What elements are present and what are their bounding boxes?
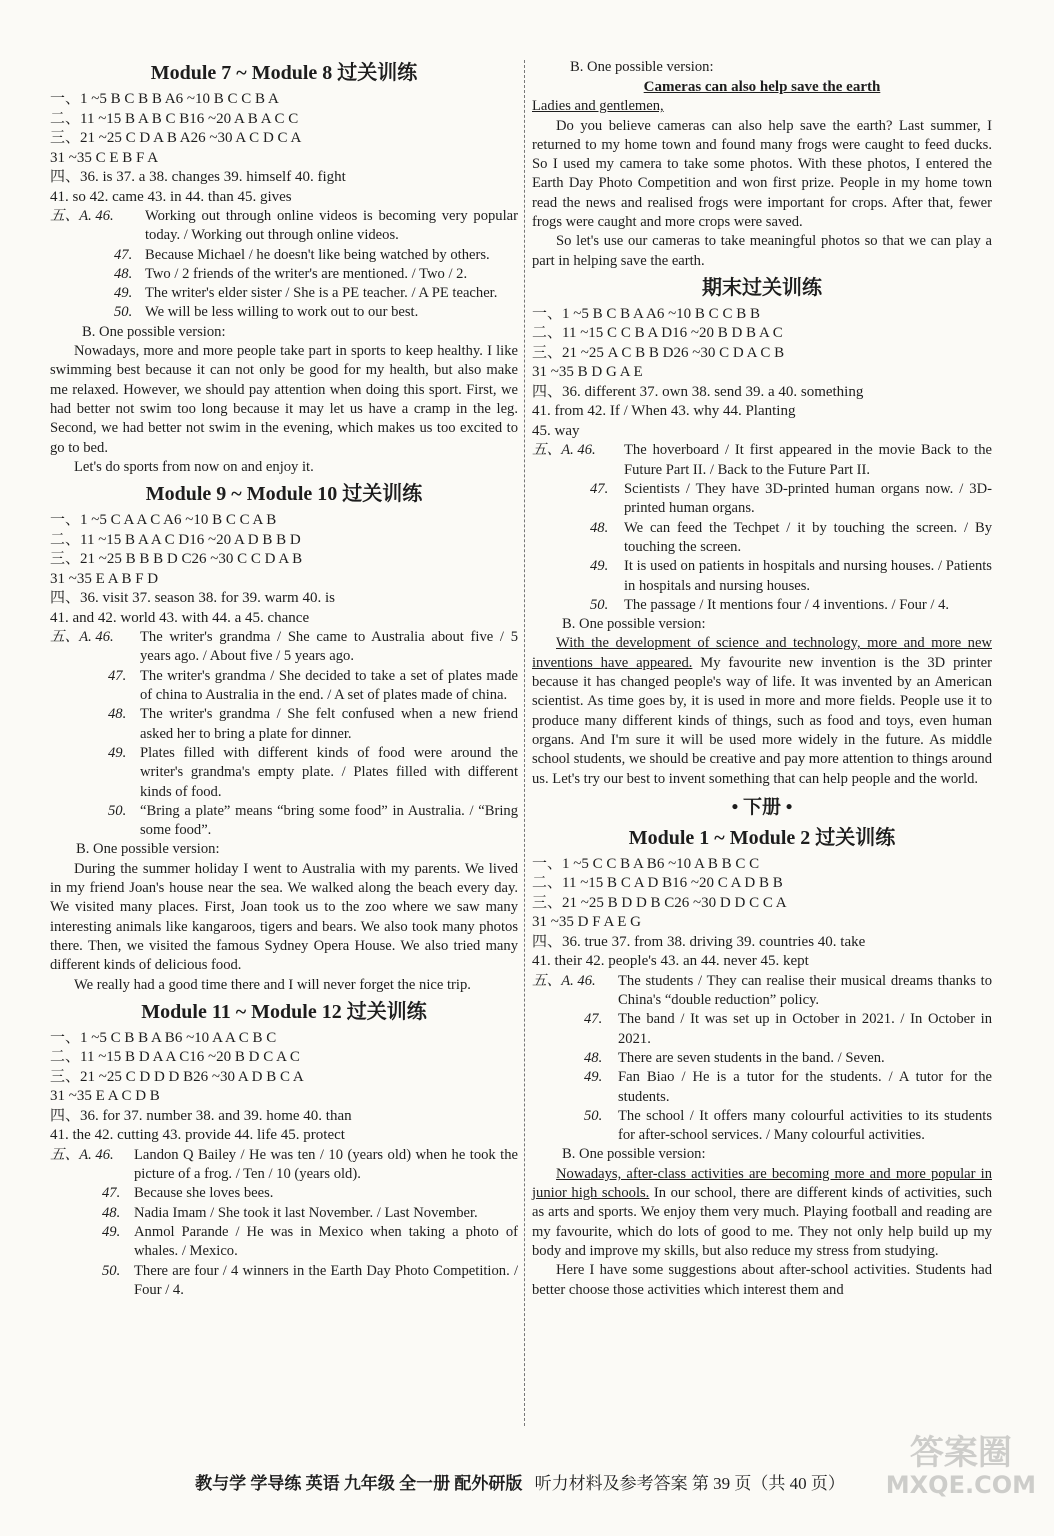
left-column (50, 58, 518, 1300)
answer-row: 31 ~35 C E B F A (50, 149, 159, 166)
answer-row: 一、1 ~5 C A A C A6 ~10 B C C A B (50, 512, 277, 529)
answer-item: 50. We will be less willing to work out to our best. (114, 304, 419, 321)
answer-row: 41. so 42. came 43. in 44. than 45. gives (50, 188, 292, 205)
essay-paragraph: Do you believe cameras can also help save the earth? Last summer, I returned to my home town and found many frogs were caught to feed ducks. So I used my camera to take some photos. With these photos, I entered the Earth Day Photo Competition and won first prize. People in my home town read the news and realised frogs were important for crops. After that, fewer frogs were caught and more crops were saved. (532, 117, 992, 231)
answer-item: 48. Two / 2 friends of the writer's are mentioned. / Two / 2. (114, 265, 468, 282)
answer-item: 五、A. 46. The writer's grandma / She came to Australia about five / 5 years ago. / About five / 5 years ago. (50, 629, 518, 665)
answer-row: 41. the 42. cutting 43. provide 44. life 45. protect (50, 1127, 345, 1144)
answer-item: 49. The writer's elder sister / She is a PE teacher. / A PE teacher. (114, 285, 498, 302)
answer-row: 二、11 ~15 B C A D B16 ~20 C A D B B (532, 875, 783, 892)
book-title: 教与学 学导练 英语 九年级 全一册 配外研版 (195, 1474, 523, 1493)
answer-item: 49. Anmol Parande / He was in Mexico when taking a photo of whales. / Mexico. (102, 1223, 518, 1260)
answer-item: 47. Because she loves bees. (102, 1185, 274, 1202)
answer-item: 47. Because Michael / he doesn't like being watched by others. (114, 246, 490, 263)
answer-item: 五、A. 46. The hoverboard / It first appeared in the movie Back to the Future Part II. / Back to the Future Part II. (532, 442, 992, 478)
section-heading-final: 期末过关训练 (702, 276, 822, 299)
page-number: 第 39 页（共 40 页） (691, 1474, 845, 1493)
answer-row: 31 ~35 B D G A E (532, 364, 643, 381)
answer-row: 一、1 ~5 B C B A A6 ~10 B C C B B (532, 305, 760, 322)
answer-item: 47. The writer's grandma / She decided to take a set of plates made of china to Australia in the end. / A set of plates made of china. (108, 667, 518, 704)
answer-item: 50. The passage / It mentions four / 4 inventions. / Four / 4. (590, 596, 950, 613)
answer-item: 49. It is used on patients in hospitals and nursing houses. / Patients in hospitals and nursing houses. (590, 558, 992, 594)
version-label: B. One possible version: (82, 323, 226, 340)
answer-item: 五、A. 46. The students / They can realise their musical dreams thanks to China's “double reduction” policy. (532, 972, 992, 1009)
answer-row: 二、11 ~15 B D A A C16 ~20 B D C A C (50, 1049, 300, 1066)
answer-item: 50. The school / It offers many colourful activities to its students for after-school services. / Many colourful activities. (584, 1107, 992, 1144)
answer-item: 48. We can feed the Techpet / it by touching the screen. / By touching the screen. (590, 519, 992, 555)
answer-item: 48. The writer's grandma / She felt confused when a new friend asked her to bring a plate for dinner. (108, 706, 518, 742)
section-heading-m9-10: Module 9 ~ Module 10 过关训练 (145, 483, 423, 506)
answer-item: 47. The band / It was set up in October in 2021. / In October in 2021. (584, 1011, 992, 1047)
answer-row: 二、11 ~15 B A A C D16 ~20 A D B B D (50, 531, 301, 548)
answer-row: 四、36. is 37. a 38. changes 39. himself 40. fight (50, 169, 346, 185)
essay-paragraph: Nowadays, after-class activities are becoming more and more popular in junior high schools. In our school, there are different kinds of activities, such as arts and sports. We enjoy them very much. Playing football and reading are my favourite, which do lots of good to me. They not only help build up my body and improve my skills, but also reduce my stress from studying. (532, 1165, 992, 1259)
column-divider (524, 60, 525, 1426)
essay-paragraph: Here I have some suggestions about after-school activities. Students had better choose those activities which interest them and (532, 1262, 992, 1298)
right-column (532, 58, 992, 1300)
answer-row: 四、36. different 37. own 38. send 39. a 40. something (532, 383, 864, 400)
answer-row: 二、11 ~15 B A B C B16 ~20 A B A C C (50, 110, 299, 127)
answer-row: 四、36. for 37. number 38. and 39. home 40. than (50, 1107, 352, 1124)
answer-item: 五、A. 46. Working out through online videos is becoming very popular today. / Working out through online videos. (50, 208, 518, 244)
version-label: B. One possible version: (76, 841, 220, 858)
answer-row: 41. and 42. world 43. with 44. a 45. chance (50, 609, 310, 626)
version-label: B. One possible version: (562, 1146, 706, 1163)
answer-row: 一、1 ~5 C B B A B6 ~10 A A C B C (50, 1029, 277, 1046)
answer-item: 50. “Bring a plate” means “bring some food” in Australia. / “Bring some food”. (108, 802, 518, 839)
volume-label: • 下册 • (731, 796, 793, 818)
essay-paragraph: We really had a good time there and I will never forget the nice trip. (74, 976, 471, 993)
answer-item: 49. Fan Biao / He is a tutor for the students. / A tutor for the students. (584, 1069, 992, 1105)
answer-row: 31 ~35 D F A E G (532, 914, 641, 931)
section-heading-m11-12: Module 11 ~ Module 12 过关训练 (141, 1000, 427, 1023)
answer-row: 三、21 ~25 B B B D C26 ~30 C C D A B (50, 551, 303, 568)
answer-row: 四、36. true 37. from 38. driving 39. countries 40. take (532, 933, 866, 950)
page-footer (195, 1469, 845, 1494)
answer-row: 三、21 ~25 C D D D B26 ~30 A D B C A (50, 1068, 304, 1085)
essay-paragraph: Let's do sports from now on and enjoy it. (74, 458, 314, 475)
answer-row: 二、11 ~15 C C B A D16 ~20 B D B A C (532, 325, 783, 342)
answer-item: 50. There are four / 4 winners in the Earth Day Photo Competition. / Four / 4. (102, 1262, 518, 1298)
answer-item: 五、A. 46. Landon Q Bailey / He was ten / 10 (years old) when he took the picture of a frog. / Ten / 10 (years old). (50, 1146, 518, 1183)
answer-row: 31 ~35 E A B F D (50, 570, 159, 587)
section-heading-m7-8: Module 7 ~ Module 8 过关训练 (150, 62, 418, 84)
essay-paragraph: With the development of science and technology, more and more new inventions have appeared. My favourite new invention is the 3D printer because it has changed people's way of life. It was invented by an American scientist. As time goes by, it is used in more and more fields. People use it to produce many different kinds of things, such as food and toys, even human organs. And I'm sure it will be used more widely in the future. As middle school students, we should be creative and pay more attention to things around us. Let's try our best to invent something that can help people and the world. (532, 635, 993, 787)
essay-greeting: Ladies and gentlemen, (532, 98, 664, 115)
answer-item: 49. Plates filled with different kinds of food were around the writer's grandma's empty plate. / Plates filled with different kinds of food. (108, 744, 518, 800)
answer-row: 三、21 ~25 A C B B D26 ~30 C D A C B (532, 344, 785, 361)
essay-paragraph: During the summer holiday I went to Australia with my parents. We lived in my friend Joan's house near the sea. We walked along the beach every day. We visited many places. First, Joan took us to the zoo where we saw many interesting animals like kangaroos, tigers and bears. We also took many photos there. Then, we visited the famous Sydney Opera House. We also tried many different kinds of delicious food. (50, 860, 518, 974)
answer-row: 41. their 42. people's 43. an 44. never 45. kept (532, 953, 809, 970)
version-label: B. One possible version: (562, 616, 706, 633)
essay-title: Cameras can also help save the earth (643, 79, 881, 96)
answer-row: 四、36. visit 37. season 38. for 39. warm 40. is (50, 590, 335, 607)
footer-desc: 听力材料及参考答案 (534, 1474, 688, 1493)
answer-row: 45. way (532, 422, 580, 439)
answer-row: 31 ~35 E A C D B (50, 1088, 160, 1105)
answer-item: 48. Nadia Imam / She took it last November. / Last November. (102, 1204, 478, 1221)
answer-row: 三、21 ~25 C D A B A26 ~30 A C D C A (50, 130, 302, 146)
answer-row: 三、21 ~25 B D D B C26 ~30 D D C C A (532, 894, 787, 911)
section-heading-vol2-m1-2: Module 1 ~ Module 2 过关训练 (628, 826, 896, 849)
answer-row: 一、1 ~5 C C B A B6 ~10 A B B C C (532, 855, 760, 872)
answer-item: 47. Scientists / They have 3D-printed human organs now. / 3D-printed human organs. (590, 481, 992, 517)
answer-item: 48. There are seven students in the band. / Seven. (584, 1050, 885, 1066)
answer-row: 一、1 ~5 B C B B A6 ~10 B C C B A (50, 91, 279, 107)
essay-paragraph: So let's use our cameras to take meaningful photos so that we can play a part in helping save the earth. (532, 233, 992, 269)
answer-row: 41. from 42. If / When 43. why 44. Planting (532, 403, 796, 420)
version-label: B. One possible version: (570, 59, 714, 75)
watermark-logo: 答案圈 MXQE.COM (885, 1433, 1036, 1499)
essay-paragraph: Nowadays, more and more people take part in sports to keep healthy. I like swimming best because it can not only be good for my health, but also make me relaxed. However, we should pay attention when doing this sport. First, we had better not swim too long because it may let us have a cramp in the leg. Second, we had better not swim in the evening, which makes us too excited to go to bed. (50, 343, 518, 456)
